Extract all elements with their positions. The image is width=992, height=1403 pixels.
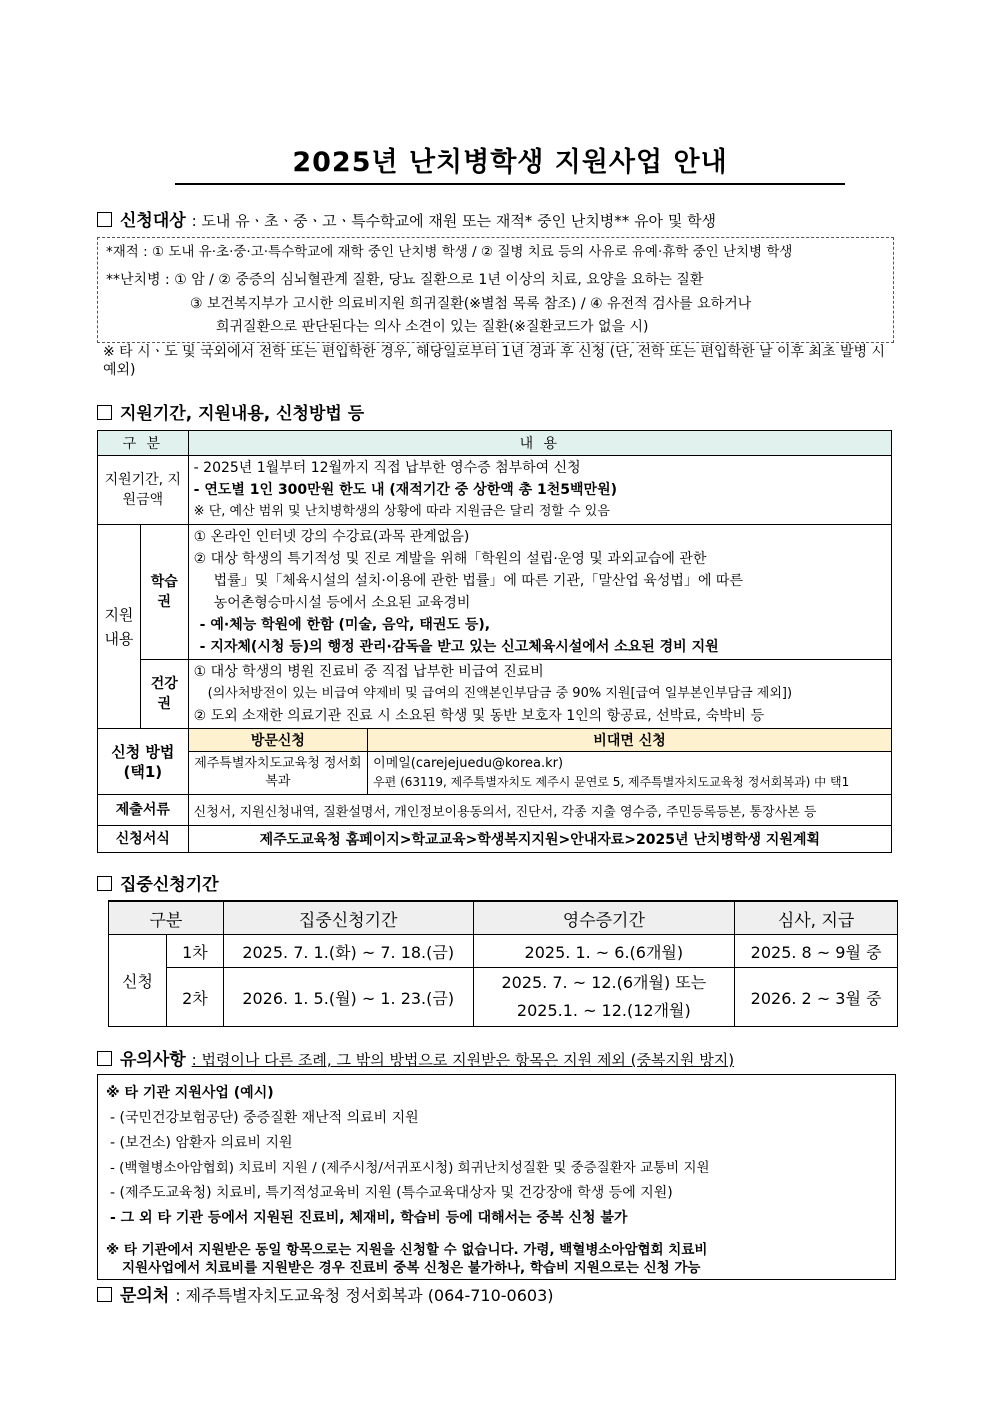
header-category: 구 분 — [98, 431, 189, 456]
section-period-heading — [97, 870, 219, 895]
caution-note-1: ※ 타 기관에서 지원받은 동일 항목으로는 지원을 신청할 수 없습니다. 가령, 백혈병소아암협회 치료비 — [106, 1242, 708, 1258]
receipt-cell — [473, 968, 735, 1027]
health-line: (의사처방전이 있는 비급여 약제비 및 급여의 진액본인부담금 중 90% 지원[급여 일부본인부담금 제외]) — [207, 686, 793, 701]
apply-method-label: 신청 방법 (택1) — [98, 729, 189, 795]
period-line: ※ 단, 예산 범위 및 난치병학생의 상황에 따라 지원금은 달리 정할 수 있음 — [193, 504, 610, 519]
contact-desc: : 제주특별자치도교육청 정서회복과 (064-710-0603) — [175, 1286, 554, 1305]
learning-line: - 예·체능 학원에 한함 (미술, 음악, 태권도 등), — [199, 617, 491, 633]
period-label: 지원기간, 지원금액 — [98, 456, 189, 525]
receipt-cell: 2025. 1. ~ 6.(6개월) — [473, 935, 735, 968]
checkbox-square-icon — [97, 1287, 112, 1302]
section-heading-label: 신청대상 — [120, 211, 186, 231]
definition-rare-disease-3: 희귀질환으로 판단된다는 의사 소견이 있는 질환(※질환코드가 없을 시) — [216, 319, 649, 335]
documents-label: 제출서류 — [98, 795, 189, 826]
header-apply-period: 집중신청기간 — [223, 901, 473, 935]
learning-line: 법률」및「체육시설의 설치·이용에 관한 법률」에 따른 기관,「말산업 육성법」에 따른 — [213, 573, 743, 589]
section-heading-label: 유의사항 — [120, 1050, 186, 1070]
learning-line: - 지자체(시청 등)의 행정 관리·감독을 받고 있는 신고체육시설에서 소요된 경비 지원 — [199, 639, 719, 655]
round-cell: 2차 — [166, 968, 223, 1027]
transfer-note: ※ 타 시ㆍ도 및 국외에서 전학 또는 편입학한 경우, 해당일로부터 1년 경과 후 신청 (단, 전학 또는 편입학한 날 이후 최초 발병 시 예외) — [103, 344, 886, 378]
section-heading-label: 지원기간, 지원내용, 신청방법 등 — [120, 404, 365, 424]
header-receipt-period: 영수증기간 — [473, 901, 735, 935]
header-category: 구분 — [109, 901, 224, 935]
learning-line: ① 온라인 인터넷 강의 수강료(과목 관계없음) — [193, 529, 470, 545]
definition-rare-disease-2: ③ 보건복지부가 고시한 의료비지원 희귀질환(※별첨 목록 참조) / ④ 유전적 검사를 요하거나 — [190, 296, 752, 312]
definition-enrolled: *재적 : ① 도내 유·초·중·고·특수학교에 재학 중인 난치병 학생 / ② 질병 치료 등의 사유로 유예·휴학 중인 난치병 학생 — [106, 244, 793, 260]
section-caution-heading — [97, 1045, 734, 1070]
learning-line: 농어촌형승마시설 등에서 소요된 교육경비 — [213, 595, 471, 611]
caution-box-title: ※ 타 기관 지원사업 (예시) — [106, 1085, 274, 1101]
caution-item: - 그 외 타 기관 등에서 지원된 진료비, 체재비, 학습비 등에 대해서는 중복 신청 불가 — [110, 1210, 628, 1226]
caution-box — [97, 1074, 896, 1280]
definition-rare-disease-1: **난치병 : ① 암 / ② 중증의 심뇌혈관계 질환, 당뇨 질환으로 1년 이상의 치료, 요양을 요하는 질환 — [106, 272, 704, 288]
support-table — [97, 430, 892, 853]
group-label: 신청 — [109, 935, 167, 1027]
receipt-line: 2025.1. ~ 12.(12개월) — [516, 1001, 691, 1020]
period-cell: 2026. 1. 5.(월) ~ 1. 23.(금) — [223, 968, 473, 1027]
caution-item: - (보건소) 암환자 의료비 지원 — [110, 1135, 293, 1151]
content-label: 지원 내용 — [98, 525, 141, 729]
definition-box — [97, 237, 894, 343]
checkbox-square-icon — [97, 1051, 112, 1066]
section-eligibility-heading — [97, 206, 716, 231]
section-support-heading — [97, 399, 364, 424]
header-payment: 심사, 지급 — [735, 901, 898, 935]
health-content — [188, 660, 891, 729]
caution-item: - (국민건강보험공단) 중증질환 재난적 의료비 지원 — [110, 1110, 419, 1126]
caution-item: - (백혈병소아암협회) 치료비 지원 / (제주시청/서귀포시청) 희귀난치성질환 및 중증질환자 교통비 지원 — [110, 1160, 710, 1176]
form-label: 신청서식 — [98, 826, 189, 853]
email-line: 이메일(carejejuedu@korea.kr) — [373, 756, 564, 771]
checkbox-square-icon — [97, 212, 112, 227]
learning-line: ② 대상 학생의 특기적성 및 진로 계발을 위해「학원의 설립·운영 및 과외교습에 관한 — [193, 551, 707, 567]
visit-content: 제주특별자치도교육청 정서회복과 — [188, 752, 367, 795]
checkbox-square-icon — [97, 405, 112, 420]
learning-content — [188, 525, 891, 660]
page-title: 2025년 난치병학생 지원사업 안내 — [175, 140, 845, 185]
period-cell: 2025. 7. 1.(화) ~ 7. 18.(금) — [223, 935, 473, 968]
form-content: 제주도교육청 홈페이지>학교교육>학생복지지원>안내자료>2025년 난치병학생 지원계획 — [188, 826, 891, 853]
visit-header: 방문신청 — [188, 729, 367, 752]
period-content — [188, 456, 891, 525]
receipt-line: 2025. 7. ~ 12.(6개월) 또는 — [501, 973, 707, 992]
section-heading-label: 문의처 — [120, 1286, 170, 1306]
section-heading-label: 집중신청기간 — [120, 875, 219, 895]
section-caution-desc: : 법령이나 다른 조례, 그 밖의 방법으로 지원받은 항목은 지원 제외 (중복지원 방지) — [191, 1051, 735, 1069]
health-line: ② 도외 소재한 의료기관 진료 시 소요된 학생 및 동반 보호자 1인의 항공료, 선박료, 숙박비 등 — [193, 708, 765, 724]
period-table — [108, 900, 898, 1027]
table-row — [109, 968, 898, 1027]
period-line: - 연도별 1인 300만원 한도 내 (재적기간 중 상한액 총 1천5백만원) — [193, 482, 617, 498]
nonvisit-content — [368, 752, 892, 795]
round-cell: 1차 — [166, 935, 223, 968]
payment-cell: 2025. 8 ~ 9월 중 — [735, 935, 898, 968]
contact-heading — [97, 1281, 554, 1306]
checkbox-square-icon — [97, 876, 112, 891]
caution-item: - (제주도교육청) 치료비, 특기적성교육비 지원 (특수교육대상자 및 건강장애 학생 등에 지원) — [110, 1185, 673, 1201]
health-line: ① 대상 학생의 병원 진료비 중 직접 납부한 비급여 진료비 — [193, 664, 544, 680]
table-row — [109, 935, 898, 968]
documents-content: 신청서, 지원신청내역, 질환설명서, 개인정보이용동의서, 진단서, 각종 지출 영수증, 주민등록등본, 통장사본 등 — [188, 795, 891, 826]
section-eligibility-desc: : 도내 유ㆍ초ㆍ중ㆍ고ㆍ특수학교에 재원 또는 재적* 중인 난치병** 유아 및 학생 — [191, 212, 717, 230]
mail-line: 우편 (63119, 제주특별자치도 제주시 문연로 5, 제주특별자치도교육청 정서회복과) 中 택1 — [373, 775, 850, 789]
header-content: 내 용 — [188, 431, 891, 456]
payment-cell: 2026. 2 ~ 3월 중 — [735, 968, 898, 1027]
caution-note-2: 지원사업에서 치료비를 지원받은 경우 진료비 중복 신청은 불가하나, 학습비 지원으로는 신청 가능 — [122, 1260, 701, 1276]
learning-label: 학습권 — [140, 525, 188, 660]
nonvisit-header: 비대면 신청 — [368, 729, 892, 752]
health-label: 건강권 — [140, 660, 188, 729]
period-line: - 2025년 1월부터 12월까지 직접 납부한 영수증 첨부하여 신청 — [193, 460, 581, 476]
